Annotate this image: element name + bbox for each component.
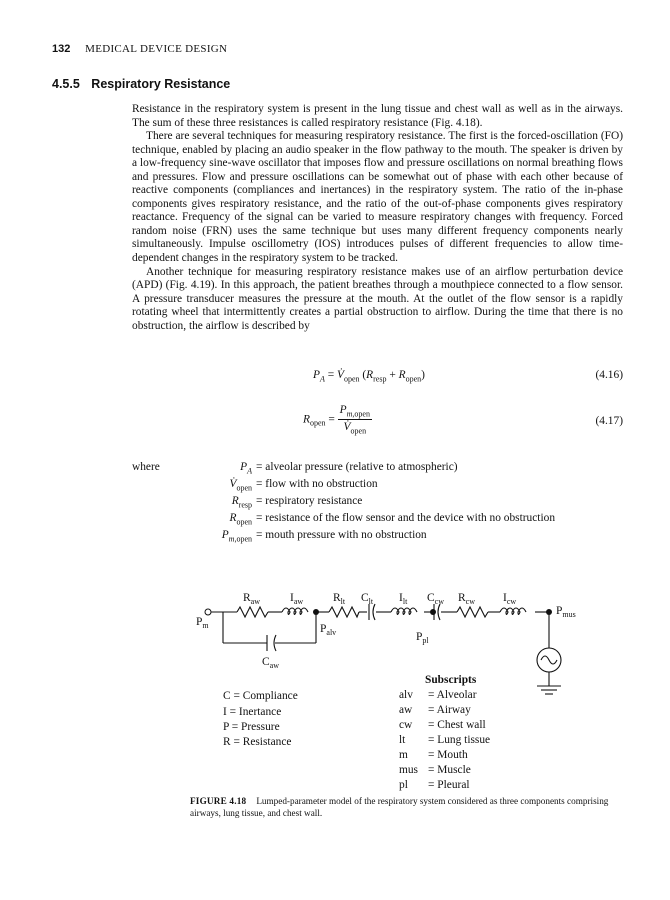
- page-number: 132: [52, 43, 71, 55]
- label-ccw: $C_{cw}$: [427, 592, 444, 606]
- caption-label: FIGURE 4.18: [190, 796, 247, 806]
- subscripts-title: Subscripts: [425, 674, 477, 686]
- node-pmus: [546, 609, 552, 615]
- where-label: where: [132, 461, 160, 473]
- subscript-key: aw: [399, 704, 413, 716]
- label-rcw: $R_{cw}$: [458, 592, 475, 606]
- node-ppl: [430, 609, 436, 615]
- subscript-value: = Chest wall: [428, 719, 486, 731]
- label-pmus: $P_{mus}$: [556, 605, 576, 619]
- def-text: = resistance of the flow sensor and the device with no obstruction: [256, 511, 556, 524]
- label-ilt: $I_{lt}$: [399, 592, 408, 606]
- subscript-value: = Alveolar: [428, 689, 477, 701]
- def-text: = flow with no obstruction: [256, 477, 378, 490]
- figure-caption: [190, 795, 610, 819]
- label-pm: $P_m$: [196, 616, 209, 630]
- def-text: = respiratory resistance: [256, 494, 363, 507]
- label-ppl: $P_{pl}$: [416, 631, 429, 645]
- subscript-key: m: [399, 749, 408, 761]
- subscript-value: = Airway: [428, 704, 471, 716]
- def-symbol: $P_A$: [240, 461, 252, 476]
- caption-text: Lumped-parameter model of the respiratory system considered as three components comprising airways, lung tissue, and chest wall.: [190, 796, 609, 818]
- subscript-key: alv: [399, 689, 413, 701]
- section-number: 4.5.5: [52, 77, 80, 91]
- def-symbol: $R_{open}$: [229, 511, 252, 526]
- paragraph-1: Resistance in the respiratory system is present in the lung tissue and chest wall as well as in the airways. The sum of these three resistances is called respiratory resistance (Fig. 4.18).: [132, 103, 623, 129]
- subscript-value: = Lung tissue: [428, 734, 491, 746]
- node-palv: [313, 609, 319, 615]
- def-symbol: $V̇_{open}$: [229, 477, 252, 493]
- label-palv: $P_{alv}$: [320, 623, 337, 637]
- label-rlt: $R_{lt}$: [333, 592, 346, 606]
- paragraph-3: Another technique for measuring respiratory resistance makes use of an airflow perturbation device (APD) (Fig. 4.19). In this approach, the patient breathes through a mouthpiece connected to a flow sensor. A pressure transducer measures the pressure at the mouth. At the outlet of the flow sensor is a rapidly rotating wheel that intermittently creates a partial obstruction to airflow. During the time that there is no obstruction, the airflow is described by: [132, 265, 623, 332]
- equation-4-16: $P_A$ = $V̇_{open}$ $(R_{resp} + R_{open})$: [313, 369, 425, 384]
- label-icw: $I_{cw}$: [503, 592, 517, 606]
- def-text: = mouth pressure with no obstruction: [256, 528, 427, 541]
- running-title: MEDICAL DEVICE DESIGN: [85, 43, 228, 55]
- label-clt: $C_{lt}$: [361, 592, 374, 606]
- subscript-key: cw: [399, 719, 413, 731]
- legend-item: I = Inertance: [223, 706, 282, 718]
- node-pm: [205, 609, 211, 615]
- equation-number-4-16: (4.16): [595, 369, 623, 381]
- legend-item: C = Compliance: [223, 690, 298, 702]
- section-title: Respiratory Resistance: [91, 77, 231, 91]
- subscript-key: pl: [399, 779, 408, 791]
- label-caw: $C_{aw}$: [262, 656, 279, 670]
- def-symbol: $R_{resp}$: [231, 494, 252, 510]
- subscript-key: mus: [399, 764, 418, 776]
- paragraph-2: There are several techniques for measuring respiratory resistance. The first is the forced-oscillation (FO) technique, enabled by placing an audio speaker in the flow pathway to the mouth. The speaker is driven by a low-frequency sine-wave oscillator that imposes flow and pressure oscillations on normal breathing flows and pressures. Flow and pressure oscillations can be somewhat out of phase with each other because of reactive components (compliances and inertances) in the respiratory system. The ratio of the in-phase components gives respiratory resistance, and the ratio of the out-of-phase components gives respiratory reactance. Frequency of the signal can be varied to measure respiratory changes with frequency. Forced random noise (FRN) uses the same technique but uses many different frequency components nearly simultaneously. Impulse oscillometry (IOS) introduces pulses of different frequencies to allow time-dependent changes in the respiratory system to be tracked.: [132, 130, 623, 265]
- subscript-value: = Pleural: [428, 779, 470, 791]
- subscript-key: lt: [399, 734, 406, 746]
- label-raw: $R_{aw}$: [243, 592, 260, 606]
- subscript-value: = Muscle: [428, 764, 471, 776]
- legend-item: P = Pressure: [223, 721, 280, 733]
- def-text: = alveolar pressure (relative to atmospheric): [256, 461, 458, 473]
- equation-4-17: $R_{open}$ = $\frac{P_{m,open}}{V̇_{open}}$: [303, 404, 370, 436]
- subscript-value: = Mouth: [428, 749, 468, 761]
- equation-number-4-17: (4.17): [595, 415, 623, 427]
- label-iaw: $I_{aw}$: [290, 592, 304, 606]
- def-symbol: $P_{m,open}$: [221, 528, 252, 543]
- legend-item: R = Resistance: [223, 736, 292, 748]
